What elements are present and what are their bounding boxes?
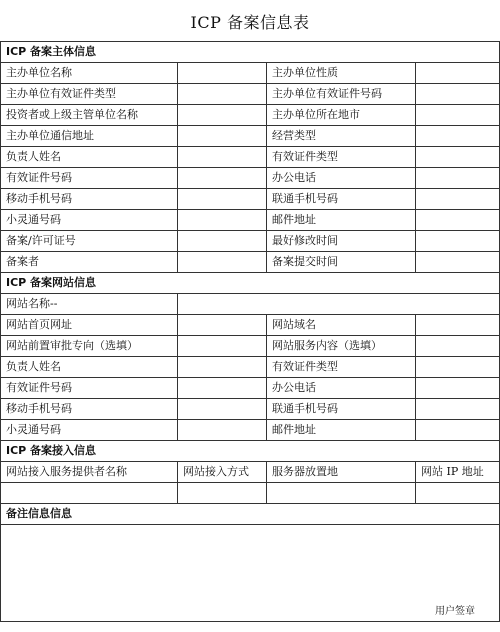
website-field-value[interactable] — [178, 336, 267, 357]
entity-row — [1, 231, 500, 252]
website-field-label: 有效证件号码 — [1, 378, 178, 399]
entity-field-label: 最好修改时间 — [267, 231, 416, 252]
entity-field-label: 主办单位通信地址 — [1, 126, 178, 147]
entity-field-value[interactable] — [178, 105, 267, 126]
entity-field-value[interactable] — [416, 147, 500, 168]
website-field-value[interactable] — [416, 420, 500, 441]
entity-field-value[interactable] — [416, 105, 500, 126]
website-row — [1, 315, 500, 336]
notes-section-header: 备注信息信息 — [1, 504, 500, 525]
entity-field-label: 主办单位有效证件号码 — [267, 84, 416, 105]
entity-field-label: 联通手机号码 — [267, 189, 416, 210]
entity-field-value[interactable] — [178, 168, 267, 189]
website-field-label: 网站首页网址 — [1, 315, 178, 336]
entity-field-label: 小灵通号码 — [1, 210, 178, 231]
website-row — [1, 336, 500, 357]
entity-field-label: 有效证件号码 — [1, 168, 178, 189]
access-column-header: 网站接入服务提供者名称 — [1, 462, 178, 483]
entity-field-value[interactable] — [416, 168, 500, 189]
website-field-value[interactable] — [178, 357, 267, 378]
website-field-label: 网站域名 — [267, 315, 416, 336]
entity-field-label: 负责人姓名 — [1, 147, 178, 168]
website-field-value[interactable] — [416, 315, 500, 336]
entity-field-label: 主办单位性质 — [267, 63, 416, 84]
website-field-value[interactable] — [416, 399, 500, 420]
entity-field-value[interactable] — [178, 231, 267, 252]
access-field-value[interactable] — [267, 483, 416, 504]
entity-field-label: 邮件地址 — [267, 210, 416, 231]
website-name-row — [1, 294, 500, 315]
website-field-label: 移动手机号码 — [1, 399, 178, 420]
form-title: ICP 备案信息表 — [190, 12, 310, 32]
website-row — [1, 357, 500, 378]
website-field-label: 联通手机号码 — [267, 399, 416, 420]
access-column-header: 网站接入方式 — [178, 462, 267, 483]
entity-header-row — [1, 42, 500, 63]
entity-row — [1, 63, 500, 84]
website-field-label: 有效证件类型 — [267, 357, 416, 378]
access-column-header: 服务器放置地 — [267, 462, 416, 483]
entity-field-label: 移动手机号码 — [1, 189, 178, 210]
entity-row — [1, 168, 500, 189]
entity-row — [1, 105, 500, 126]
access-field-value[interactable] — [1, 483, 178, 504]
website-header-row — [1, 273, 500, 294]
website-field-value[interactable] — [178, 420, 267, 441]
entity-field-value[interactable] — [416, 252, 500, 273]
entity-row — [1, 147, 500, 168]
website-row — [1, 378, 500, 399]
entity-field-value[interactable] — [416, 231, 500, 252]
notes-area[interactable] — [1, 525, 500, 622]
entity-field-value[interactable] — [178, 84, 267, 105]
entity-row — [1, 126, 500, 147]
entity-field-value[interactable] — [178, 210, 267, 231]
access-values-row — [1, 483, 500, 504]
entity-field-value[interactable] — [416, 126, 500, 147]
entity-field-label: 备案者 — [1, 252, 178, 273]
website-field-label: 负责人姓名 — [1, 357, 178, 378]
access-header-row — [1, 441, 500, 462]
entity-row — [1, 189, 500, 210]
website-field-value[interactable] — [178, 315, 267, 336]
entity-field-value[interactable] — [178, 63, 267, 84]
entity-field-label: 办公电话 — [267, 168, 416, 189]
access-section-header: ICP 备案接入信息 — [1, 441, 500, 462]
website-field-label: 小灵通号码 — [1, 420, 178, 441]
website-field-label: 邮件地址 — [267, 420, 416, 441]
entity-field-label: 备案提交时间 — [267, 252, 416, 273]
entity-field-label: 主办单位所在地市 — [267, 105, 416, 126]
form-table — [0, 41, 500, 622]
website-field-value[interactable] — [416, 378, 500, 399]
website-field-label: 网站服务内容（选填） — [267, 336, 416, 357]
entity-row — [1, 84, 500, 105]
website-field-label: 办公电话 — [267, 378, 416, 399]
website-row — [1, 399, 500, 420]
website-field-value[interactable] — [178, 378, 267, 399]
entity-field-label: 有效证件类型 — [267, 147, 416, 168]
website-name-value[interactable] — [178, 294, 500, 315]
entity-field-value[interactable] — [178, 147, 267, 168]
entity-field-value[interactable] — [416, 84, 500, 105]
access-field-value[interactable] — [416, 483, 500, 504]
entity-field-value[interactable] — [416, 210, 500, 231]
website-field-value[interactable] — [416, 357, 500, 378]
website-field-value[interactable] — [416, 336, 500, 357]
entity-field-value[interactable] — [416, 189, 500, 210]
website-name-label: 网站名称-- — [1, 294, 178, 315]
website-section-header: ICP 备案网站信息 — [1, 273, 500, 294]
website-field-value[interactable] — [178, 399, 267, 420]
access-column-header: 网站 IP 地址 — [416, 462, 500, 483]
access-field-value[interactable] — [178, 483, 267, 504]
entity-field-label: 主办单位名称 — [1, 63, 178, 84]
entity-row — [1, 252, 500, 273]
entity-field-label: 投资者或上级主管单位名称 — [1, 105, 178, 126]
entity-field-value[interactable] — [416, 63, 500, 84]
entity-field-label: 备案/许可证号 — [1, 231, 178, 252]
entity-field-value[interactable] — [178, 126, 267, 147]
access-columns-row — [1, 462, 500, 483]
entity-field-value[interactable] — [178, 252, 267, 273]
entity-field-value[interactable] — [178, 189, 267, 210]
entity-row — [1, 210, 500, 231]
entity-field-label: 主办单位有效证件类型 — [1, 84, 178, 105]
website-field-label: 网站前置审批专向（选填） — [1, 336, 178, 357]
entity-field-label: 经营类型 — [267, 126, 416, 147]
signature-label: 用户签章 — [435, 606, 475, 617]
notes-header-row — [1, 504, 500, 525]
entity-section-header: ICP 备案主体信息 — [1, 42, 500, 63]
website-row — [1, 420, 500, 441]
notes-row — [1, 525, 500, 622]
